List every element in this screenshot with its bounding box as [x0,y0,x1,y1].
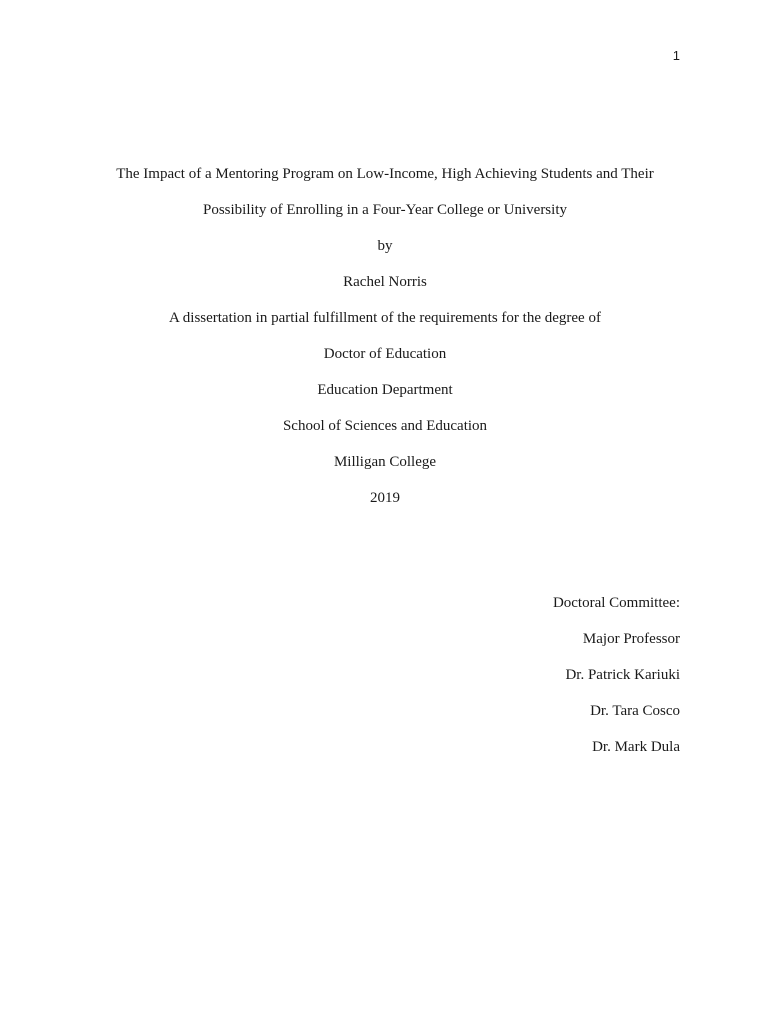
department-name: Education Department [317,382,453,398]
title-line-2: Possibility of Enrolling in a Four-Year College or University [203,202,567,218]
author-name: Rachel Norris [343,274,427,290]
committee-block [420,593,680,773]
year: 2019 [370,490,400,506]
degree-name: Doctor of Education [323,346,447,362]
title-line-1: The Impact of a Mentoring Program on Low-Income, High Achieving Students and Their [116,166,654,182]
committee-member: Dr. Mark Dula [592,739,680,755]
by-line: by [377,238,393,254]
committee-member: Dr. Tara Cosco [590,703,680,719]
committee-heading: Doctoral Committee: [552,595,680,611]
title-block [80,164,690,524]
committee-member: Dr. Patrick Kariuki [565,667,680,683]
dissertation-statement: A dissertation in partial fulfillment of the requirements for the degree of [169,310,601,326]
school-name: School of Sciences and Education [282,418,488,434]
institution-name: Milligan College [333,454,437,470]
page-number: 1 [672,48,680,63]
committee-role: Major Professor [582,631,680,647]
